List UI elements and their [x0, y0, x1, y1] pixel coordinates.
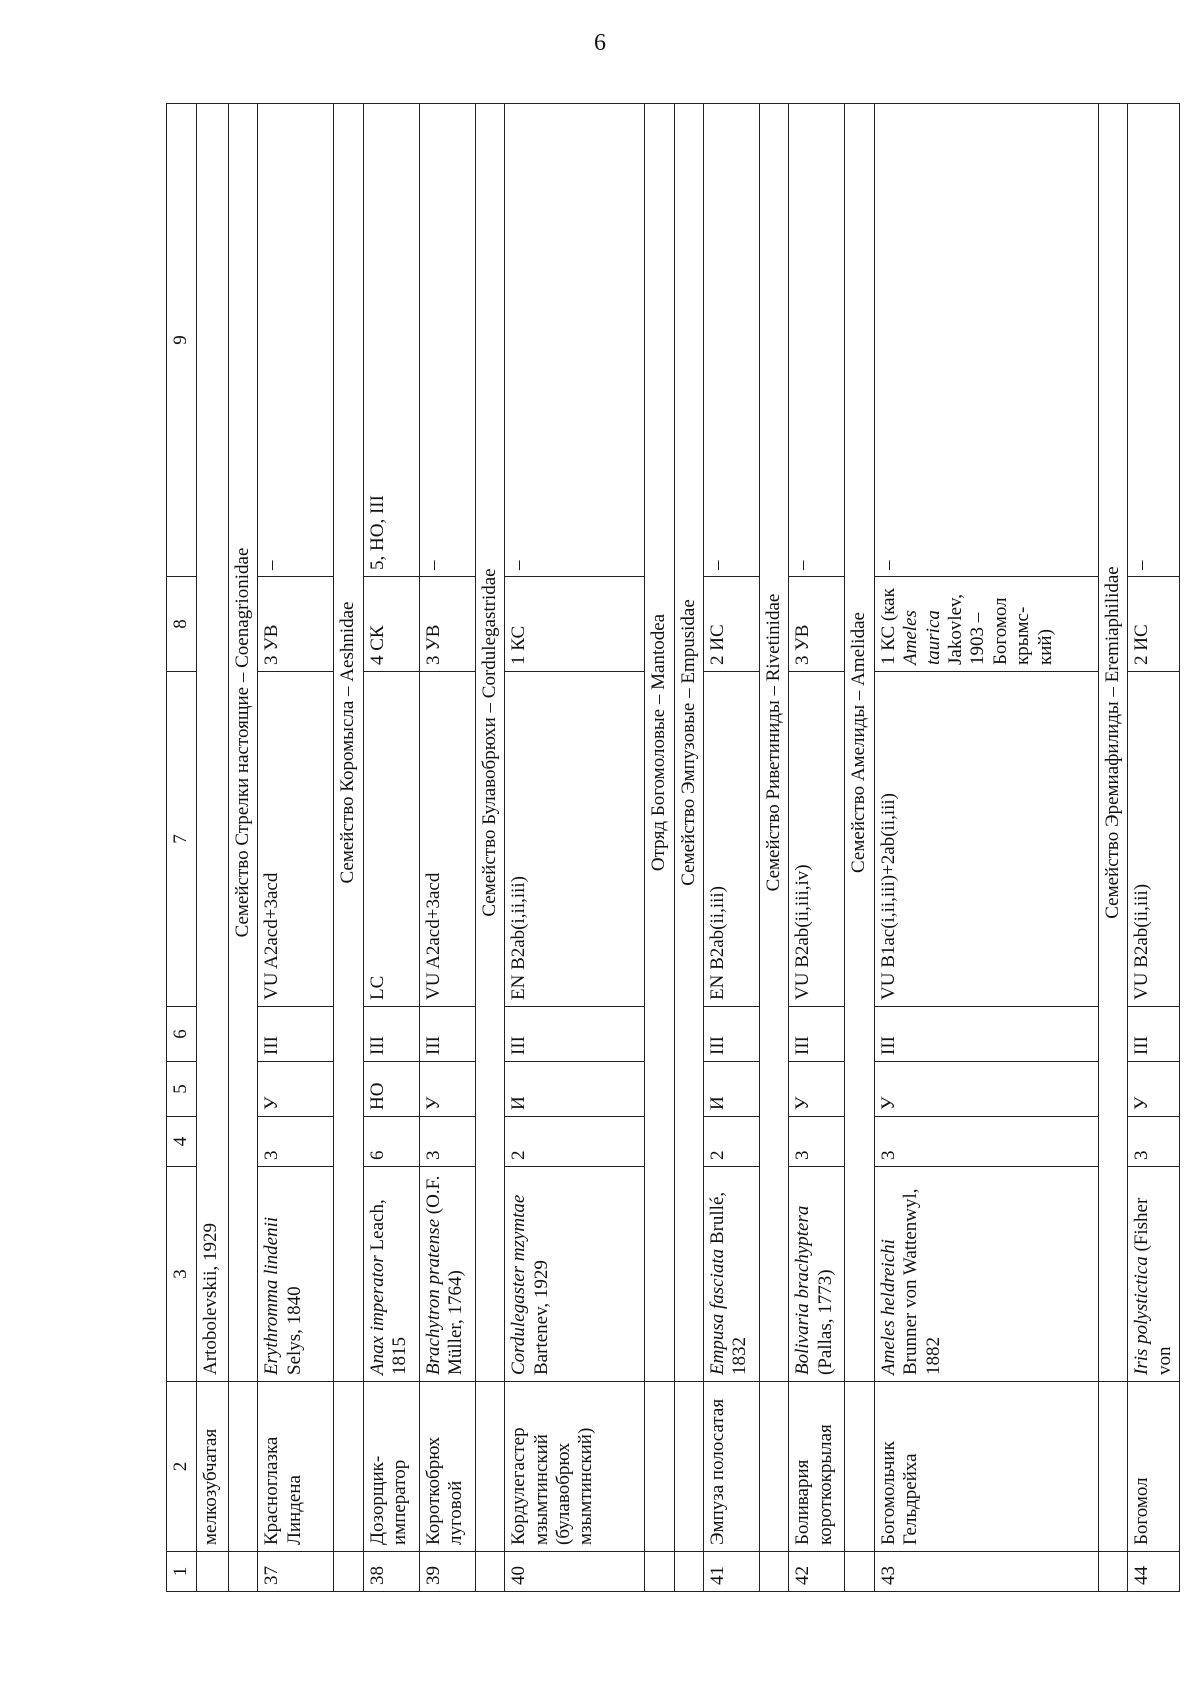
- row-number: 40: [505, 1552, 645, 1592]
- species-latin-name: Erythromma lindenii Selys, 1840: [258, 1167, 334, 1382]
- rf-status-cell: 1 КС (как Ameles taurica Jakovlev, 1903 – Богомол крымский): [874, 577, 1098, 672]
- species-russian-name: Дозорщик-император: [363, 1382, 419, 1552]
- iucn-cell: VU A2acd+3acd: [419, 672, 475, 1007]
- family-heading: Семейство Амелиды – Amelidae: [845, 104, 874, 1382]
- species-russian-name: Кордулегастер мзымтинский (булавобрюх мзымтинский): [505, 1382, 645, 1552]
- table-row: [1128, 104, 1180, 1592]
- row-number: 43: [874, 1552, 1098, 1592]
- priority-cell: III: [789, 1007, 845, 1062]
- col-header-2: 2: [167, 1382, 197, 1552]
- status-cell: У: [1128, 1062, 1180, 1117]
- note-cell: –: [789, 104, 845, 577]
- rf-status-cell: 3 УВ: [789, 577, 845, 672]
- priority-cell: III: [258, 1007, 334, 1062]
- family-row: [845, 104, 874, 1592]
- priority-cell: III: [704, 1007, 760, 1062]
- table-row: [363, 104, 419, 1592]
- rf-status-cell: 1 КС: [505, 577, 645, 672]
- col-header-4: 4: [167, 1117, 197, 1167]
- category-cell: 3: [789, 1117, 845, 1167]
- rf-status-cell: 3 УВ: [419, 577, 475, 672]
- status-cell: И: [704, 1062, 760, 1117]
- family-heading: Семейство Риветиниды – Rivetinidae: [760, 104, 789, 1382]
- species-latin-name: Bolivaria brachyptera (Pallas, 1773): [789, 1167, 845, 1382]
- rf-status-cell: 2 ИС: [704, 577, 760, 672]
- status-cell: У: [419, 1062, 475, 1117]
- col-header-8: 8: [167, 577, 197, 672]
- rf-status-cell: 3 УВ: [258, 577, 334, 672]
- status-cell: У: [874, 1062, 1098, 1117]
- col-header-7: 7: [167, 672, 197, 1007]
- iucn-cell: VU B1ac(i,ii,iii)+2ab(ii,iii): [874, 672, 1098, 1007]
- note-cell: –: [1128, 104, 1180, 577]
- row-number: 37: [258, 1552, 334, 1592]
- species-latin-name: Cordulegaster mzymtae Bartenev, 1929: [505, 1167, 645, 1382]
- iucn-cell: VU B2ab(ii,iii,iv): [789, 672, 845, 1007]
- species-latin-name: Empusa fasciata Brullé, 1832: [704, 1167, 760, 1382]
- continuation-author: Artobolevskii, 1929: [197, 104, 229, 1382]
- status-cell: И: [505, 1062, 645, 1117]
- species-latin-name: Ameles heldreichi Brunner von Wattenwyl, 1882: [874, 1167, 1098, 1382]
- species-russian-name: Богомольчик Гельдрейха: [874, 1382, 1098, 1552]
- species-russian-name: Богомол: [1128, 1382, 1180, 1552]
- col-header-9: 9: [167, 104, 197, 577]
- row-number: 41: [704, 1552, 760, 1592]
- rf-status-cell: 4 СК: [363, 577, 419, 672]
- table-row: [505, 104, 645, 1592]
- category-cell: 3: [1128, 1117, 1180, 1167]
- note-cell: –: [704, 104, 760, 577]
- status-cell: НО: [363, 1062, 419, 1117]
- table-row: [704, 104, 760, 1592]
- note-cell: 5, НО, III: [363, 104, 419, 577]
- col-header-1: 1: [167, 1552, 197, 1592]
- species-russian-name: Эмпуза полосатая: [704, 1382, 760, 1552]
- row-number: 44: [1128, 1552, 1180, 1592]
- row-number: 39: [419, 1552, 475, 1592]
- species-latin-name: Brachytron pratense (O.F. Müller, 1764): [419, 1167, 475, 1382]
- category-cell: 2: [704, 1117, 760, 1167]
- family-row: [475, 104, 504, 1592]
- family-row: [334, 104, 363, 1592]
- iucn-cell: VU B2ab(ii,iii): [1128, 672, 1180, 1007]
- table-row: [419, 104, 475, 1592]
- header-row: [167, 104, 197, 1592]
- family-row: [760, 104, 789, 1592]
- species-latin-name: Iris polystictica (Fisher von: [1128, 1167, 1180, 1382]
- category-cell: 3: [419, 1117, 475, 1167]
- family-row: [229, 104, 258, 1592]
- family-heading: Семейство Булавобрюхи – Cordulegastridae: [475, 104, 504, 1382]
- species-table: [166, 103, 1180, 1592]
- row-number: 42: [789, 1552, 845, 1592]
- note-cell: –: [505, 104, 645, 577]
- iucn-cell: EN B2ab(ii,iii): [704, 672, 760, 1007]
- continuation-row: [197, 104, 229, 1592]
- species-russian-name: Боливария короткокрылая: [789, 1382, 845, 1552]
- note-cell: –: [419, 104, 475, 577]
- col-header-6: 6: [167, 1007, 197, 1062]
- iucn-cell: VU A2acd+3acd: [258, 672, 334, 1007]
- row-number: 38: [363, 1552, 419, 1592]
- iucn-cell: EN B2ab(i,ii,iii): [505, 672, 645, 1007]
- priority-cell: III: [419, 1007, 475, 1062]
- note-cell: –: [258, 104, 334, 577]
- priority-cell: III: [505, 1007, 645, 1062]
- priority-cell: III: [1128, 1007, 1180, 1062]
- category-cell: 2: [505, 1117, 645, 1167]
- family-row: [1098, 104, 1127, 1592]
- col-header-3: 3: [167, 1167, 197, 1382]
- status-cell: У: [258, 1062, 334, 1117]
- table-row: [258, 104, 334, 1592]
- family-heading: Семейство Стрелки настоящие – Coenagrionidae: [229, 104, 258, 1382]
- species-latin-name: Anax imperator Leach, 1815: [363, 1167, 419, 1382]
- priority-cell: III: [363, 1007, 419, 1062]
- table-row: [789, 104, 845, 1592]
- rf-status-cell: 2 ИС: [1128, 577, 1180, 672]
- family-heading: Семейство Эремиафилиды – Eremiaphilidae: [1098, 104, 1127, 1382]
- category-cell: 3: [874, 1117, 1098, 1167]
- order-row: [645, 104, 674, 1592]
- continuation-name: мелкозубчатая: [197, 1382, 229, 1552]
- iucn-cell: LC: [363, 672, 419, 1007]
- red-book-table: [166, 104, 1175, 1592]
- category-cell: 6: [363, 1117, 419, 1167]
- family-row: [674, 104, 703, 1592]
- species-russian-name: Красноглазка Линдена: [258, 1382, 334, 1552]
- col-header-5: 5: [167, 1062, 197, 1117]
- species-russian-name: Короткобрюх луговой: [419, 1382, 475, 1552]
- order-heading: Отряд Богомоловые – Mantodea: [645, 104, 674, 1382]
- page-number: 6: [594, 30, 606, 56]
- status-cell: У: [789, 1062, 845, 1117]
- table-row: [874, 104, 1098, 1592]
- priority-cell: III: [874, 1007, 1098, 1062]
- category-cell: 3: [258, 1117, 334, 1167]
- family-heading: Семейство Эмпузовые – Empusidae: [674, 104, 703, 1382]
- note-cell: –: [874, 104, 1098, 577]
- family-heading: Семейство Коромысла – Aeshnidae: [334, 104, 363, 1382]
